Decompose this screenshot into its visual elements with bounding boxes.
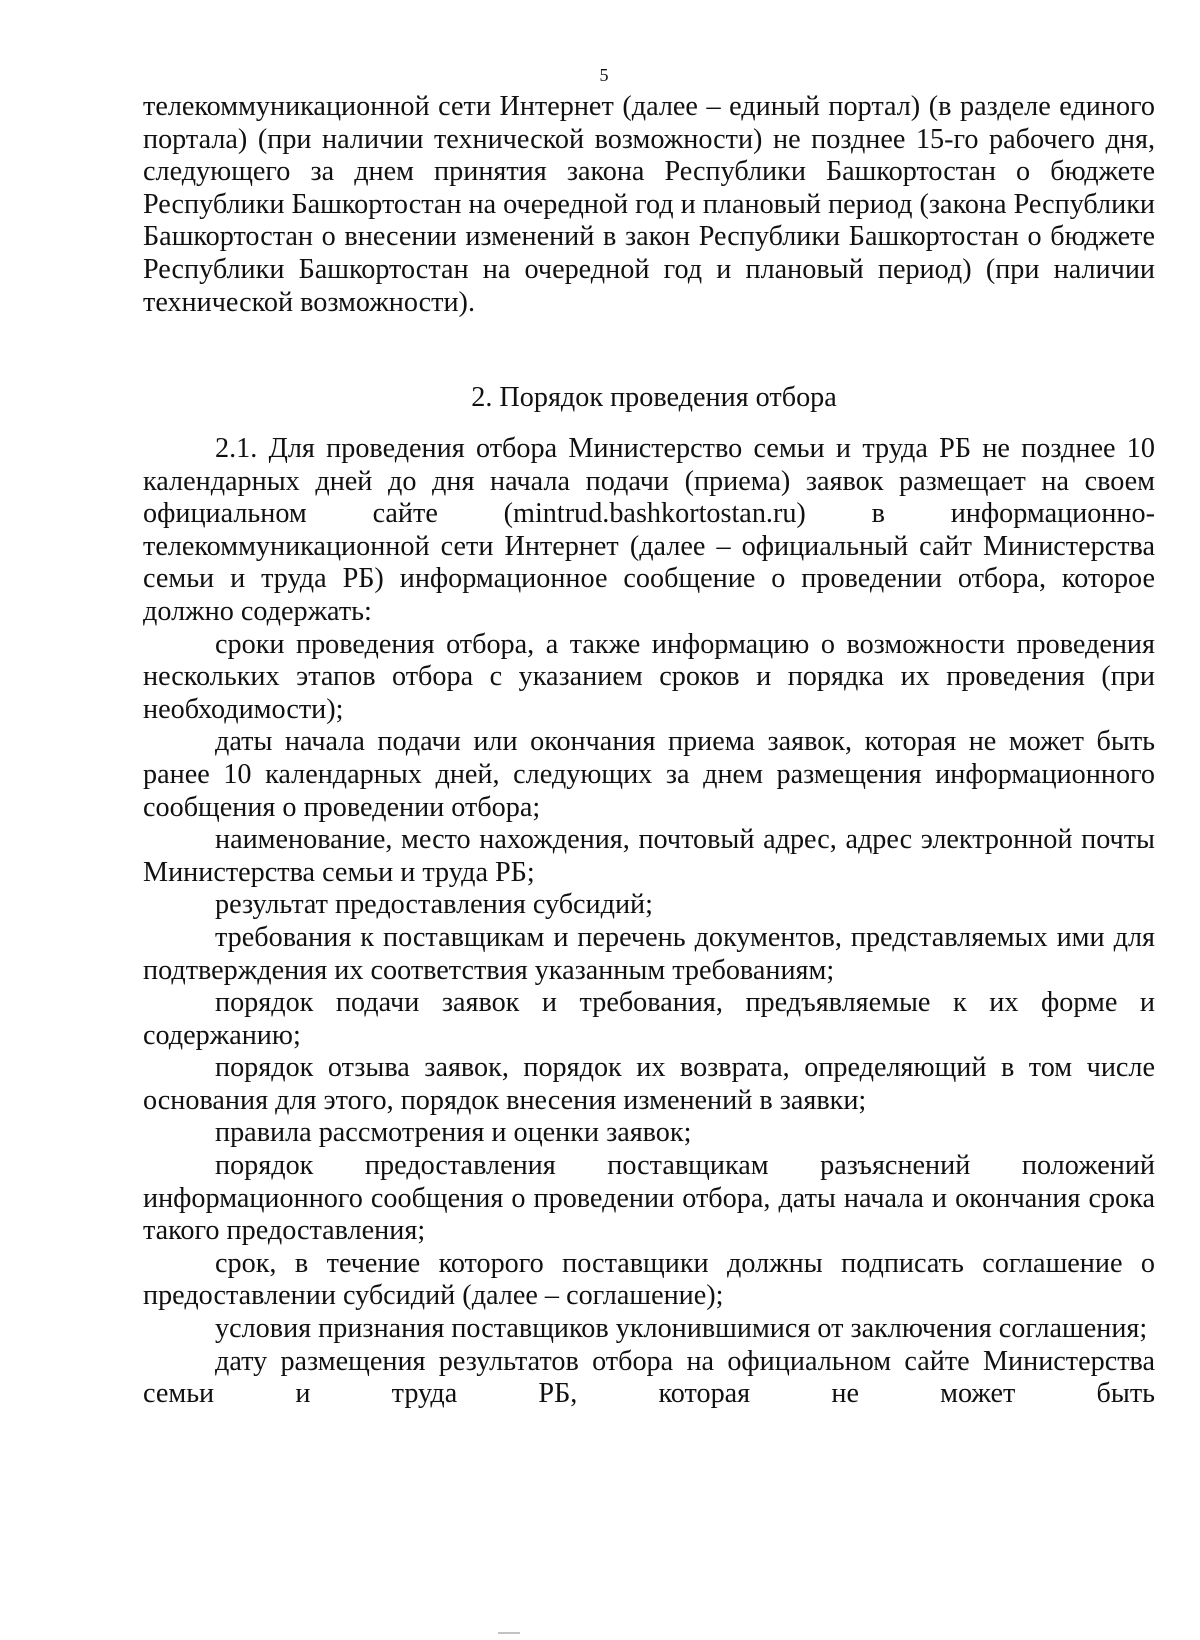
list-item-results-date: дату размещения результатов отбора на официальном сайте Министерства семьи и труда РБ, которая не может быть bbox=[143, 1345, 1155, 1410]
list-item-address: наименование, место нахождения, почтовый адрес, адрес электронной почты Министерства семьи и труда РБ; bbox=[143, 824, 1155, 888]
list-item-evasion: условия признания поставщиков уклонившимися от заключения соглашения; bbox=[215, 1313, 1148, 1345]
page-number: 5 bbox=[599, 65, 609, 85]
list-item-dates: даты начала подачи или окончания приема заявок, которая не может быть ранее 10 календарных дней, следующих за днем размещения информационного сообщения о проведении отбора; bbox=[143, 726, 1155, 823]
list-item-requirements: требования к поставщикам и перечень документов, представляемых ими для подтверждения их соответствия указанным требованиям; bbox=[143, 921, 1155, 986]
list-item-withdrawal: порядок отзыва заявок, порядок их возврата, определяющий в том числе основания для этого, порядок внесения изменений в заявки; bbox=[143, 1052, 1155, 1116]
list-item-review-rules: правила рассмотрения и оценки заявок; bbox=[215, 1117, 692, 1149]
paragraph-2-1: 2.1. Для проведения отбора Министерство семьи и труда РБ не позднее 10 календарных дней до дня начала подачи (приема) заявок размещает на своем официальном сайте (mintrud.bashkortostan.ru) в информационно-телекоммуникационной сети Интернет (далее – официальный сайт Министерства семьи и труда РБ) информационное сообщение о проведении отбора, которое должно содержать: bbox=[143, 433, 1155, 627]
list-item-submission: порядок подачи заявок и требования, предъявляемые к их форме и содержанию; bbox=[143, 987, 1155, 1051]
list-item-result: результат предоставления субсидий; bbox=[215, 889, 653, 921]
section-heading: 2. Порядок проведения отбора bbox=[471, 382, 837, 413]
intro-block bbox=[143, 91, 1155, 319]
intro-paragraph: телекоммуникационной сети Интернет (далее – единый портал) (в разделе единого портала) (при наличии технической возможности) не позднее 15-го рабочего дня, следующего за днем принятия закона Республики Башкортостан о бюджете Республики Башкортостан на очередной год и плановый период (закона Республики Башкортостан о внесении изменений в закон Республики Башкортостан о бюджете Республики Башкортостан на очередной год и плановый период) (при наличии технической возможности). bbox=[143, 91, 1155, 318]
list-item-terms: сроки проведения отбора, а также информацию о возможности проведения нескольких этапов отбора с указанием сроков и порядка их проведения (при необходимости); bbox=[143, 628, 1155, 725]
list-item-clarifications: порядок предоставления поставщикам разъяснений положений информационного сообщения о проведении отбора, даты начала и окончания срока такого предоставления; bbox=[143, 1150, 1155, 1247]
list-item-agreement-term: срок, в течение которого поставщики должны подписать соглашение о предоставлении субсидий (далее – соглашение); bbox=[143, 1247, 1155, 1312]
scan-artifact bbox=[498, 1632, 520, 1634]
main-text-block bbox=[143, 433, 1155, 1411]
heading-block bbox=[143, 382, 1155, 415]
